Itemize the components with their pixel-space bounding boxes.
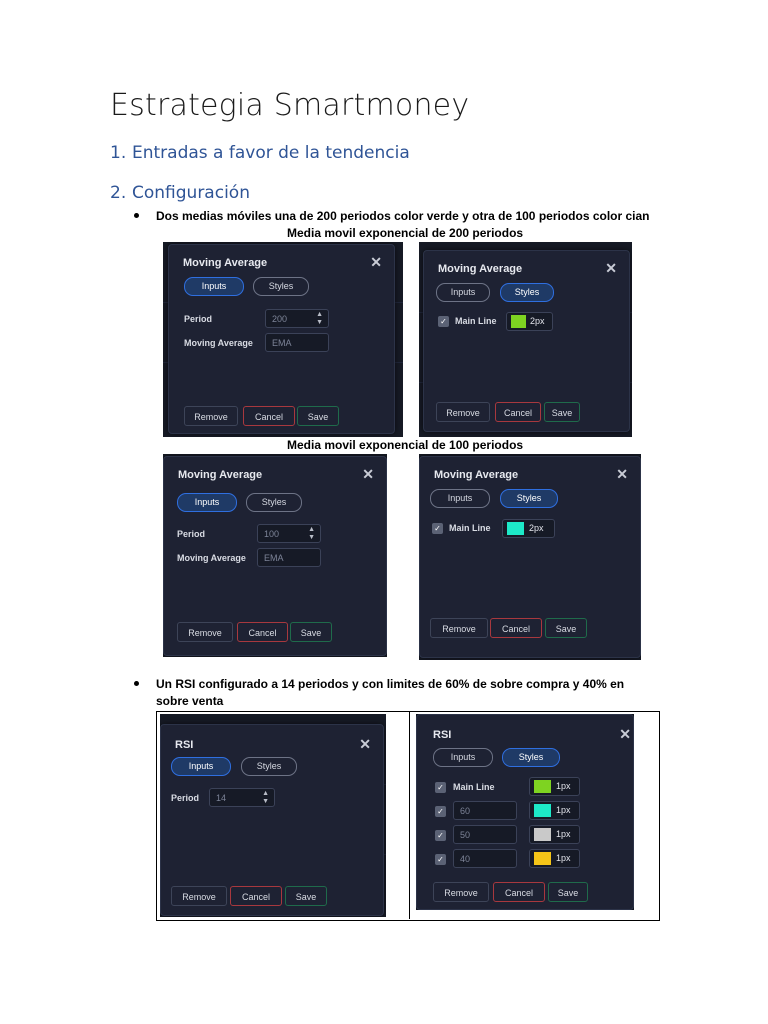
color-width-picker[interactable]: 1px (529, 801, 580, 820)
spinner-icon: ▲ ▼ (308, 526, 315, 541)
level-input-60[interactable]: 60 (453, 801, 517, 820)
checkbox-level-50[interactable]: ✓ (435, 830, 446, 841)
moving-average-label: Moving Average (184, 338, 253, 348)
close-icon[interactable]: ✕ (359, 736, 371, 752)
dialog-title: RSI (175, 739, 194, 751)
checkbox-main-line[interactable]: ✓ (438, 316, 449, 327)
tab-styles[interactable]: Styles (500, 489, 558, 508)
save-button[interactable]: Save (545, 618, 587, 638)
tab-inputs[interactable]: Inputs (430, 489, 490, 508)
dialog-title: Moving Average (183, 257, 268, 269)
period-input[interactable]: 14 ▲ ▼ (209, 788, 275, 807)
color-swatch (507, 522, 524, 535)
dialog-title: RSI (433, 729, 452, 741)
color-width-picker[interactable]: 1px (529, 777, 580, 796)
close-icon[interactable]: ✕ (362, 466, 374, 482)
cancel-button[interactable]: Cancel (230, 886, 282, 906)
dialog-title: Moving Average (438, 263, 523, 275)
main-line-label: Main Line (455, 316, 497, 326)
checkbox-level-60[interactable]: ✓ (435, 806, 446, 817)
level-input-50[interactable]: 50 (453, 825, 517, 844)
tab-styles[interactable]: Styles (246, 493, 302, 512)
caption-ma100: Media movil exponencial de 100 periodos (287, 438, 524, 452)
screenshot-ma200-styles (419, 242, 632, 437)
tab-inputs[interactable]: Inputs (433, 748, 493, 767)
level-input-40[interactable]: 40 (453, 849, 517, 868)
main-line-label: Main Line (449, 523, 491, 533)
tab-styles[interactable]: Styles (241, 757, 297, 776)
moving-average-dialog (419, 456, 641, 658)
ma-type-input[interactable]: EMA (265, 333, 329, 352)
rsi-dialog (416, 714, 634, 910)
save-button[interactable]: Save (290, 622, 332, 642)
ma-type-input[interactable]: EMA (257, 548, 321, 567)
tab-inputs[interactable]: Inputs (177, 493, 237, 512)
color-swatch (534, 828, 551, 841)
color-width-picker[interactable]: 2px (502, 519, 555, 538)
dialog-title: Moving Average (434, 469, 519, 481)
section-heading-1: 1. Entradas a favor de la tendencia (110, 143, 410, 163)
close-icon[interactable]: ✕ (619, 726, 631, 742)
remove-button[interactable]: Remove (177, 622, 233, 642)
cancel-button[interactable]: Cancel (493, 882, 545, 902)
moving-average-dialog (168, 244, 395, 434)
remove-button[interactable]: Remove (436, 402, 490, 422)
period-input[interactable]: 200 ▲ ▼ (265, 309, 329, 328)
period-label: Period (171, 793, 200, 803)
color-width-picker[interactable]: 1px (529, 849, 580, 868)
remove-button[interactable]: Remove (171, 886, 227, 906)
screenshot-rsi-inputs (160, 714, 386, 917)
page-title: Estrategia Smartmoney (110, 88, 470, 123)
tab-inputs[interactable]: Inputs (184, 277, 244, 296)
tab-inputs[interactable]: Inputs (436, 283, 490, 302)
color-width-picker[interactable]: 1px (529, 825, 580, 844)
screenshot-rsi-styles (416, 714, 634, 910)
save-button[interactable]: Save (297, 406, 339, 426)
moving-average-label: Moving Average (177, 553, 246, 563)
save-button[interactable]: Save (285, 886, 327, 906)
color-swatch (534, 780, 551, 793)
moving-average-dialog (163, 456, 387, 656)
spinner-icon: ▲ ▼ (316, 311, 323, 326)
color-swatch (534, 852, 551, 865)
period-label: Period (177, 529, 206, 539)
cancel-button[interactable]: Cancel (490, 618, 542, 638)
close-icon[interactable]: ✕ (605, 260, 617, 276)
save-button[interactable]: Save (544, 402, 580, 422)
caption-ma200: Media movil exponencial de 200 periodos (287, 226, 524, 240)
checkbox-main-line[interactable]: ✓ (435, 782, 446, 793)
color-swatch (534, 804, 551, 817)
bullet-dot (134, 681, 139, 686)
remove-button[interactable]: Remove (430, 618, 488, 638)
bullet-dot (134, 213, 139, 218)
screenshot-ma200-inputs (163, 242, 403, 437)
period-input[interactable]: 100 ▲ ▼ (257, 524, 321, 543)
checkbox-level-40[interactable]: ✓ (435, 854, 446, 865)
close-icon[interactable]: ✕ (616, 466, 628, 482)
color-width-picker[interactable]: 2px (506, 312, 553, 331)
main-line-label: Main Line (453, 782, 495, 792)
tab-inputs[interactable]: Inputs (171, 757, 231, 776)
checkbox-main-line[interactable]: ✓ (432, 523, 443, 534)
spinner-icon: ▲ ▼ (262, 790, 269, 805)
section-heading-2: 2. Configuración (110, 183, 250, 203)
cancel-button[interactable]: Cancel (243, 406, 295, 426)
moving-average-dialog (423, 250, 630, 432)
close-icon[interactable]: ✕ (370, 254, 382, 270)
color-swatch (511, 315, 526, 328)
rsi-dialog (160, 724, 384, 916)
tab-styles[interactable]: Styles (502, 748, 560, 767)
rsi-table-divider (409, 711, 410, 919)
remove-button[interactable]: Remove (184, 406, 238, 426)
save-button[interactable]: Save (548, 882, 588, 902)
tab-styles[interactable]: Styles (253, 277, 309, 296)
cancel-button[interactable]: Cancel (495, 402, 541, 422)
dialog-title: Moving Average (178, 469, 263, 481)
tab-styles[interactable]: Styles (500, 283, 554, 302)
remove-button[interactable]: Remove (433, 882, 489, 902)
screenshot-ma100-inputs (163, 454, 387, 657)
period-label: Period (184, 314, 213, 324)
screenshot-ma100-styles (419, 454, 641, 660)
cancel-button[interactable]: Cancel (237, 622, 288, 642)
